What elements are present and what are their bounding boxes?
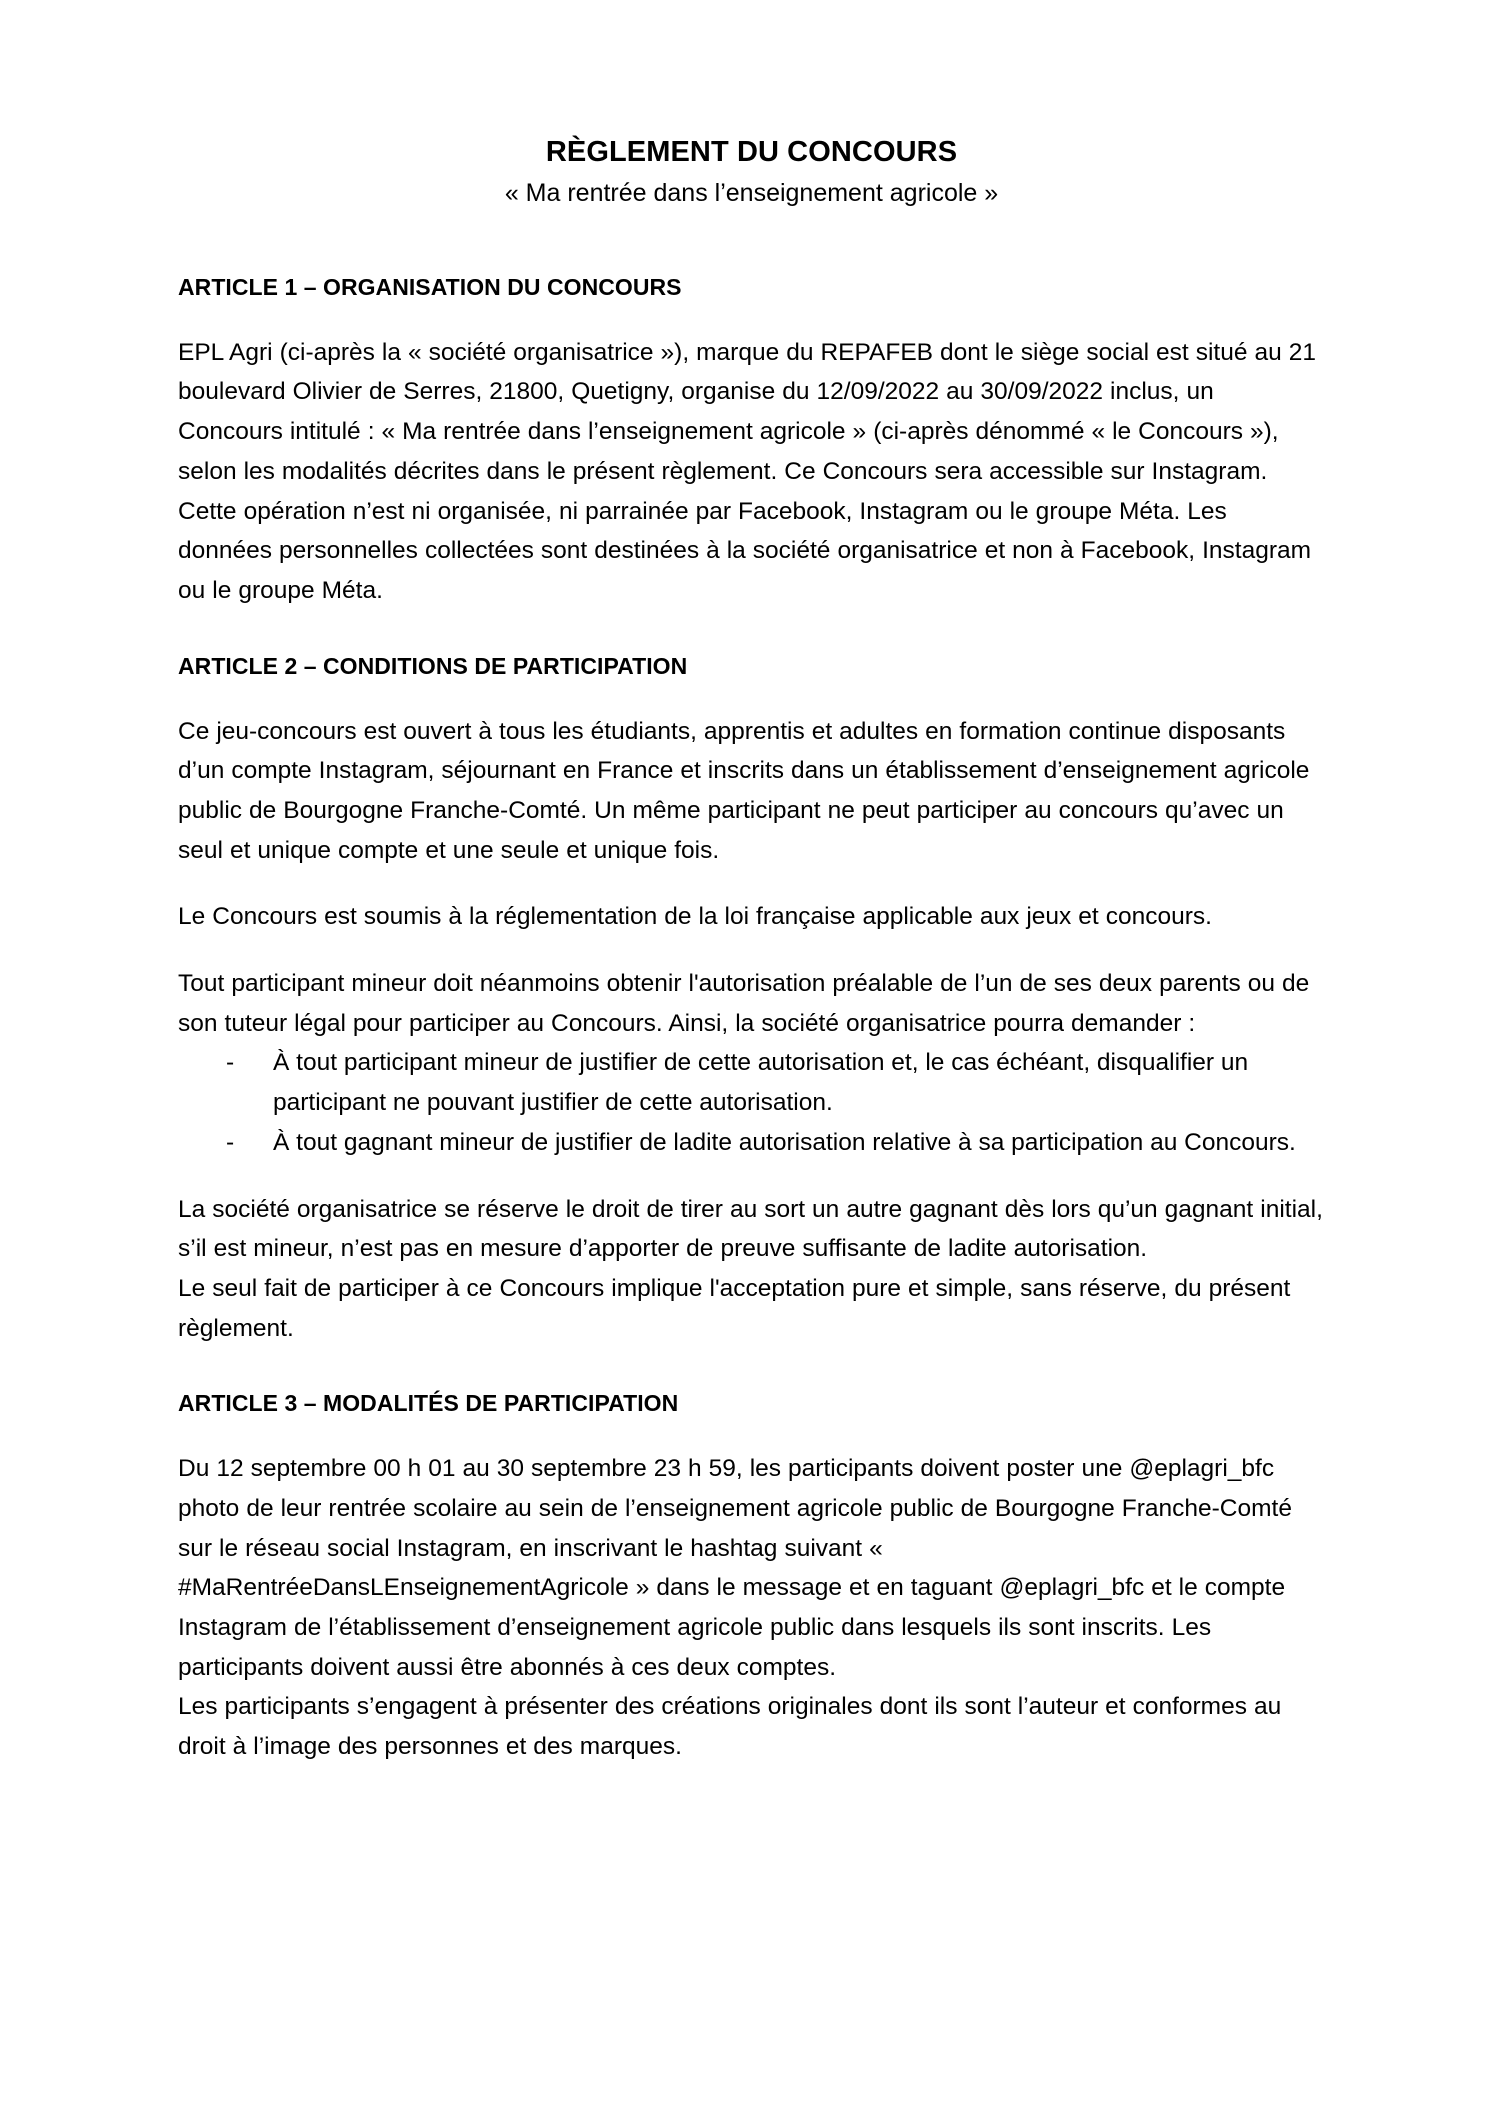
list-item bbox=[178, 1043, 1325, 1122]
article-2-paragraph-3: Tout participant mineur doit néanmoins obtenir l'autorisation préalable de l’un de ses deux parents ou de son tuteur légal pour participer au Concours. Ainsi, la société organisatrice pourra demander : bbox=[178, 970, 1310, 1037]
list-item-label: À tout gagnant mineur de justifier de ladite autorisation relative à sa participation au Concours. bbox=[273, 1128, 1296, 1156]
spacer bbox=[178, 1419, 1325, 1449]
page-title: RÈGLEMENT DU CONCOURS bbox=[545, 136, 958, 168]
document-header bbox=[178, 135, 1325, 210]
article-2-section bbox=[178, 651, 1325, 1349]
list-item bbox=[178, 1123, 1325, 1163]
spacer bbox=[178, 303, 1325, 333]
article-3-paragraph-1: Du 12 septembre 00 h 01 au 30 septembre 23 h 59, les participants doivent poster une @eplagri_bfc photo de leur rentrée scolaire au sein de l’enseignement agricole public de Bourgogne Franche-Comté sur le réseau social Instagram, en inscrivant le hashtag suivant « #MaRentréeDansLEnseignementAgricole » dans le message et en taguant @eplagri_bfc et le compte Instagram de l’établissement d’enseignement agricole public dans lesquels ils sont inscrits. Les participants doivent aussi être abonnés à ces deux comptes. bbox=[178, 1455, 1292, 1681]
spacer bbox=[178, 937, 1325, 964]
spacer bbox=[178, 682, 1325, 712]
article-2-paragraph-1: Ce jeu-concours est ouvert à tous les étudiants, apprentis et adultes en formation continue disposants d’un compte Instagram, séjournant en France et inscrits dans un établissement d’enseignement agricole public de Bourgogne Franche-Comté. Un même participant ne peut participer au concours qu’avec un seul et unique compte et une seule et unique fois. bbox=[178, 717, 1310, 864]
article-1-paragraph-1: EPL Agri (ci-après la « société organisatrice »), marque du REPAFEB dont le siège social est situé au 21 boulevard Olivier de Serres, 21800, Quetigny, organise du 12/09/2022 au 30/09/2022 inclus, un Concours intitulé : « Ma rentrée dans l’enseignement agricole » (ci-après dénommé « le Concours »), selon les modalités décrites dans le présent règlement. Ce Concours sera accessible sur Instagram. Cette opération n’est ni organisée, ni parrainée par Facebook, Instagram ou le groupe Méta. Les données personnelles collectées sont destinées à la société organisatrice et non à Facebook, Instagram ou le groupe Méta. bbox=[178, 338, 1316, 604]
article-2-paragraph-5: Le seul fait de participer à ce Concours implique l'acceptation pure et simple, sans réserve, du présent règlement. bbox=[178, 1274, 1291, 1342]
dash-marker: - bbox=[226, 1128, 235, 1156]
article-1-section bbox=[178, 272, 1325, 611]
article-3-paragraph-2: Les participants s’engagent à présenter des créations originales dont ils sont l’auteur et conformes au droit à l’image des personnes et des marques. bbox=[178, 1693, 1282, 1761]
article-2-heading: ARTICLE 2 – CONDITIONS DE PARTICIPATION bbox=[178, 652, 688, 679]
article-2-paragraph-4: La société organisatrice se réserve le droit de tirer au sort un autre gagnant dès lors qu’un gagnant initial, s’il est mineur, n’est pas en mesure d’apporter de preuve suffisante de ladite autorisation. bbox=[178, 1195, 1323, 1263]
page-subtitle: « Ma rentrée dans l’enseignement agricole » bbox=[504, 179, 999, 208]
article-2-paragraph-2: Le Concours est soumis à la réglementation de la loi française applicable aux jeux et concours. bbox=[178, 903, 1212, 931]
article-1-heading: ARTICLE 1 – ORGANISATION DU CONCOURS bbox=[178, 273, 682, 300]
spacer bbox=[178, 1163, 1325, 1190]
dash-marker: - bbox=[226, 1049, 235, 1077]
list-item-label: À tout participant mineur de justifier de cette autorisation et, le cas échéant, disqualifier un participant ne pouvant justifier de cette autorisation. bbox=[273, 1049, 1249, 1117]
article-2-requirements-list bbox=[178, 1043, 1325, 1162]
spacer bbox=[178, 1348, 1325, 1388]
article-3-heading: ARTICLE 3 – MODALITÉS DE PARTICIPATION bbox=[178, 1390, 679, 1417]
article-3-section bbox=[178, 1388, 1325, 1767]
spacer bbox=[178, 611, 1325, 651]
spacer bbox=[178, 870, 1325, 897]
